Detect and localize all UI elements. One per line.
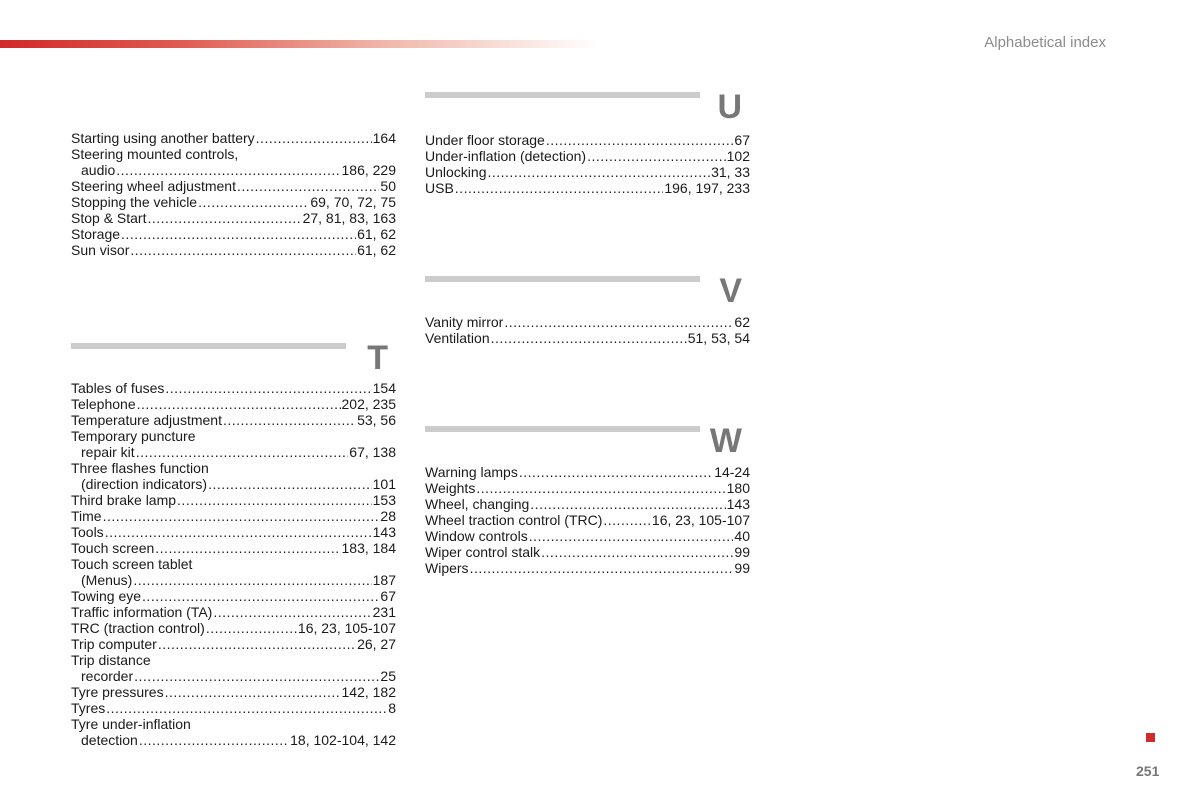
index-page-refs: 69, 70, 72, 75 <box>310 194 396 210</box>
index-entry <box>425 148 750 164</box>
index-term: Stopping the vehicle <box>71 194 198 210</box>
index-term: Window controls <box>425 528 528 544</box>
index-list-v <box>425 314 750 346</box>
index-entry <box>71 684 396 700</box>
index-term: Wipers <box>425 560 469 576</box>
section-letter: U <box>717 88 742 126</box>
section-divider-bar <box>71 343 346 349</box>
index-entry <box>71 524 396 540</box>
index-term: detection <box>81 732 138 748</box>
index-term: Wheel, changing <box>425 496 530 512</box>
index-entry <box>425 480 750 496</box>
index-page-refs: 28 <box>380 508 396 524</box>
index-entry <box>71 492 396 508</box>
index-page-refs: 142, 182 <box>341 684 396 700</box>
index-page-refs: 25 <box>380 668 396 684</box>
index-entry <box>71 508 396 524</box>
index-term: Unlocking <box>425 164 487 180</box>
dot-leader <box>546 132 734 148</box>
section-header-v <box>425 272 750 318</box>
dot-leader <box>504 314 733 330</box>
index-entry-heading: Steering mounted controls, <box>71 146 239 162</box>
index-term: Sun visor <box>71 242 130 258</box>
dot-leader <box>198 194 309 210</box>
dot-leader <box>455 180 664 196</box>
index-list-w <box>425 464 750 576</box>
index-entry <box>425 528 750 544</box>
dot-leader <box>116 162 340 178</box>
dot-leader <box>208 476 372 492</box>
index-entry <box>71 242 396 258</box>
index-page-refs: 99 <box>734 544 750 560</box>
index-term: Vanity mirror <box>425 314 504 330</box>
index-entry <box>71 162 396 178</box>
index-entry <box>425 330 750 346</box>
index-term: (direction indicators) <box>81 476 208 492</box>
index-page-refs: 102 <box>726 148 750 164</box>
index-entry <box>71 572 396 588</box>
index-entry <box>425 464 750 480</box>
index-page-refs: 180 <box>726 480 750 496</box>
dot-leader <box>256 130 372 146</box>
index-list-t <box>71 380 396 748</box>
index-term: Telephone <box>71 396 136 412</box>
index-term: audio <box>81 162 116 178</box>
section-letter: V <box>719 272 742 310</box>
dot-leader <box>223 412 356 428</box>
index-page-refs: 202, 235 <box>341 396 396 412</box>
index-entry <box>71 210 396 226</box>
index-entry <box>71 476 396 492</box>
index-page-refs: 62 <box>734 314 750 330</box>
index-entry <box>425 560 750 576</box>
index-entry-heading: Trip distance <box>71 652 151 668</box>
index-page-refs: 31, 33 <box>711 164 750 180</box>
index-entry <box>71 396 396 412</box>
index-page-refs: 67 <box>734 132 750 148</box>
dot-leader <box>177 492 372 508</box>
index-page-refs: 14-24 <box>714 464 750 480</box>
dot-leader <box>106 700 387 716</box>
index-entry <box>71 540 396 556</box>
index-entry <box>425 180 750 196</box>
index-entry <box>71 380 396 396</box>
index-term: Under floor storage <box>425 132 545 148</box>
index-term: Tools <box>71 524 104 540</box>
index-term: Tyres <box>71 700 106 716</box>
dot-leader <box>206 620 297 636</box>
index-page-refs: 186, 229 <box>341 162 396 178</box>
index-entry-heading: Touch screen tablet <box>71 556 193 572</box>
index-entry <box>71 130 396 146</box>
index-entry <box>425 496 750 512</box>
section-header-u <box>425 88 750 134</box>
index-page-refs: 67 <box>380 588 396 604</box>
dot-leader <box>470 560 734 576</box>
dot-leader <box>105 524 372 540</box>
index-page-refs: 16, 23, 105-107 <box>297 620 396 636</box>
index-term: Wheel traction control (TRC) <box>425 512 603 528</box>
index-page-refs: 153 <box>372 492 396 508</box>
index-page-refs: 164 <box>372 130 396 146</box>
section-divider-bar <box>425 276 700 282</box>
index-term: repair kit <box>81 444 135 460</box>
index-term: Tyre pressures <box>71 684 164 700</box>
index-page-refs: 26, 27 <box>357 636 396 652</box>
dot-leader <box>133 572 371 588</box>
index-term: Weights <box>425 480 476 496</box>
index-entry <box>71 226 396 242</box>
section-divider-bar <box>425 426 700 432</box>
index-term: Traffic information (TA) <box>71 604 213 620</box>
index-term: Under-inflation (detection) <box>425 148 587 164</box>
index-entry-heading: Temporary puncture <box>71 428 196 444</box>
index-page-refs: 183, 184 <box>341 540 396 556</box>
index-page-refs: 40 <box>734 528 750 544</box>
dot-leader <box>136 444 349 460</box>
section-letter: T <box>367 339 388 377</box>
index-term: Warning lamps <box>425 464 518 480</box>
index-term: Ventilation <box>425 330 490 346</box>
index-term: Temperature adjustment <box>71 412 222 428</box>
index-term: TRC (traction control) <box>71 620 205 636</box>
dot-leader <box>519 464 713 480</box>
index-term: recorder <box>81 668 134 684</box>
index-entry <box>71 194 396 210</box>
header-accent-bar <box>0 40 600 48</box>
index-page-refs: 143 <box>726 496 750 512</box>
index-page-refs: 231 <box>372 604 396 620</box>
dot-leader <box>237 178 379 194</box>
index-term: Storage <box>71 226 121 242</box>
section-header-w <box>425 422 750 468</box>
index-entry <box>71 620 396 636</box>
index-entry <box>71 178 396 194</box>
index-entry <box>71 588 396 604</box>
index-term: Wiper control stalk <box>425 544 541 560</box>
index-entry-heading: Tyre under-inflation <box>71 716 191 732</box>
dot-leader <box>213 604 371 620</box>
index-list-s-continued <box>71 130 396 258</box>
index-entry <box>71 636 396 652</box>
index-entry <box>71 732 396 748</box>
dot-leader <box>491 330 687 346</box>
index-page-refs: 8 <box>388 700 396 716</box>
dot-leader <box>142 588 379 604</box>
page-number: 251 <box>1136 763 1160 779</box>
index-page-refs: 187 <box>372 572 396 588</box>
index-page-refs: 101 <box>372 476 396 492</box>
index-entry <box>71 668 396 684</box>
dot-leader <box>529 528 734 544</box>
page-marker-square <box>1146 733 1155 742</box>
index-page-refs: 67, 138 <box>349 444 396 460</box>
dot-leader <box>165 684 341 700</box>
section-header-t <box>71 339 396 385</box>
index-term: Towing eye <box>71 588 142 604</box>
index-page-refs: 143 <box>372 524 396 540</box>
dot-leader <box>476 480 725 496</box>
index-term: Time <box>71 508 102 524</box>
section-letter: W <box>709 422 742 460</box>
index-page-refs: 18, 102-104, 142 <box>290 732 396 748</box>
dot-leader <box>130 242 356 258</box>
index-page-refs: 154 <box>372 380 396 396</box>
index-entry <box>425 512 750 528</box>
dot-leader <box>541 544 733 560</box>
index-term: Steering wheel adjustment <box>71 178 236 194</box>
section-divider-bar <box>425 92 700 98</box>
dot-leader <box>103 508 380 524</box>
index-entry <box>71 444 396 460</box>
dot-leader <box>530 496 725 512</box>
index-page-refs: 50 <box>380 178 396 194</box>
index-page-refs: 51, 53, 54 <box>687 330 750 346</box>
dot-leader <box>587 148 726 164</box>
index-term: Tables of fuses <box>71 380 165 396</box>
index-page-refs: 27, 81, 83, 163 <box>302 210 396 226</box>
dot-leader <box>487 164 710 180</box>
dot-leader <box>139 732 289 748</box>
dot-leader <box>137 396 341 412</box>
index-entry <box>425 132 750 148</box>
dot-leader <box>134 668 379 684</box>
index-term: Third brake lamp <box>71 492 177 508</box>
dot-leader <box>147 210 301 226</box>
index-term: Trip computer <box>71 636 157 652</box>
dot-leader <box>165 380 371 396</box>
dot-leader <box>155 540 340 556</box>
index-page-refs: 16, 23, 105-107 <box>651 512 750 528</box>
index-term: (Menus) <box>81 572 133 588</box>
index-list-u <box>425 132 750 196</box>
dot-leader <box>603 512 651 528</box>
dot-leader <box>158 636 356 652</box>
index-entry <box>71 700 396 716</box>
index-page-refs: 53, 56 <box>357 412 396 428</box>
index-entry <box>71 604 396 620</box>
index-page-refs: 61, 62 <box>357 226 396 242</box>
page-title: Alphabetical index <box>984 34 1106 51</box>
index-term: Stop & Start <box>71 210 147 226</box>
index-term: Touch screen <box>71 540 155 556</box>
dot-leader <box>121 226 356 242</box>
index-entry <box>425 314 750 330</box>
index-page-refs: 61, 62 <box>357 242 396 258</box>
index-entry <box>425 164 750 180</box>
index-term: Starting using another battery <box>71 130 255 146</box>
index-entry <box>425 544 750 560</box>
index-page-refs: 196, 197, 233 <box>664 180 750 196</box>
index-term: USB <box>425 180 454 196</box>
index-entry-heading: Three flashes function <box>71 460 209 476</box>
index-page-refs: 99 <box>734 560 750 576</box>
index-entry <box>71 412 396 428</box>
